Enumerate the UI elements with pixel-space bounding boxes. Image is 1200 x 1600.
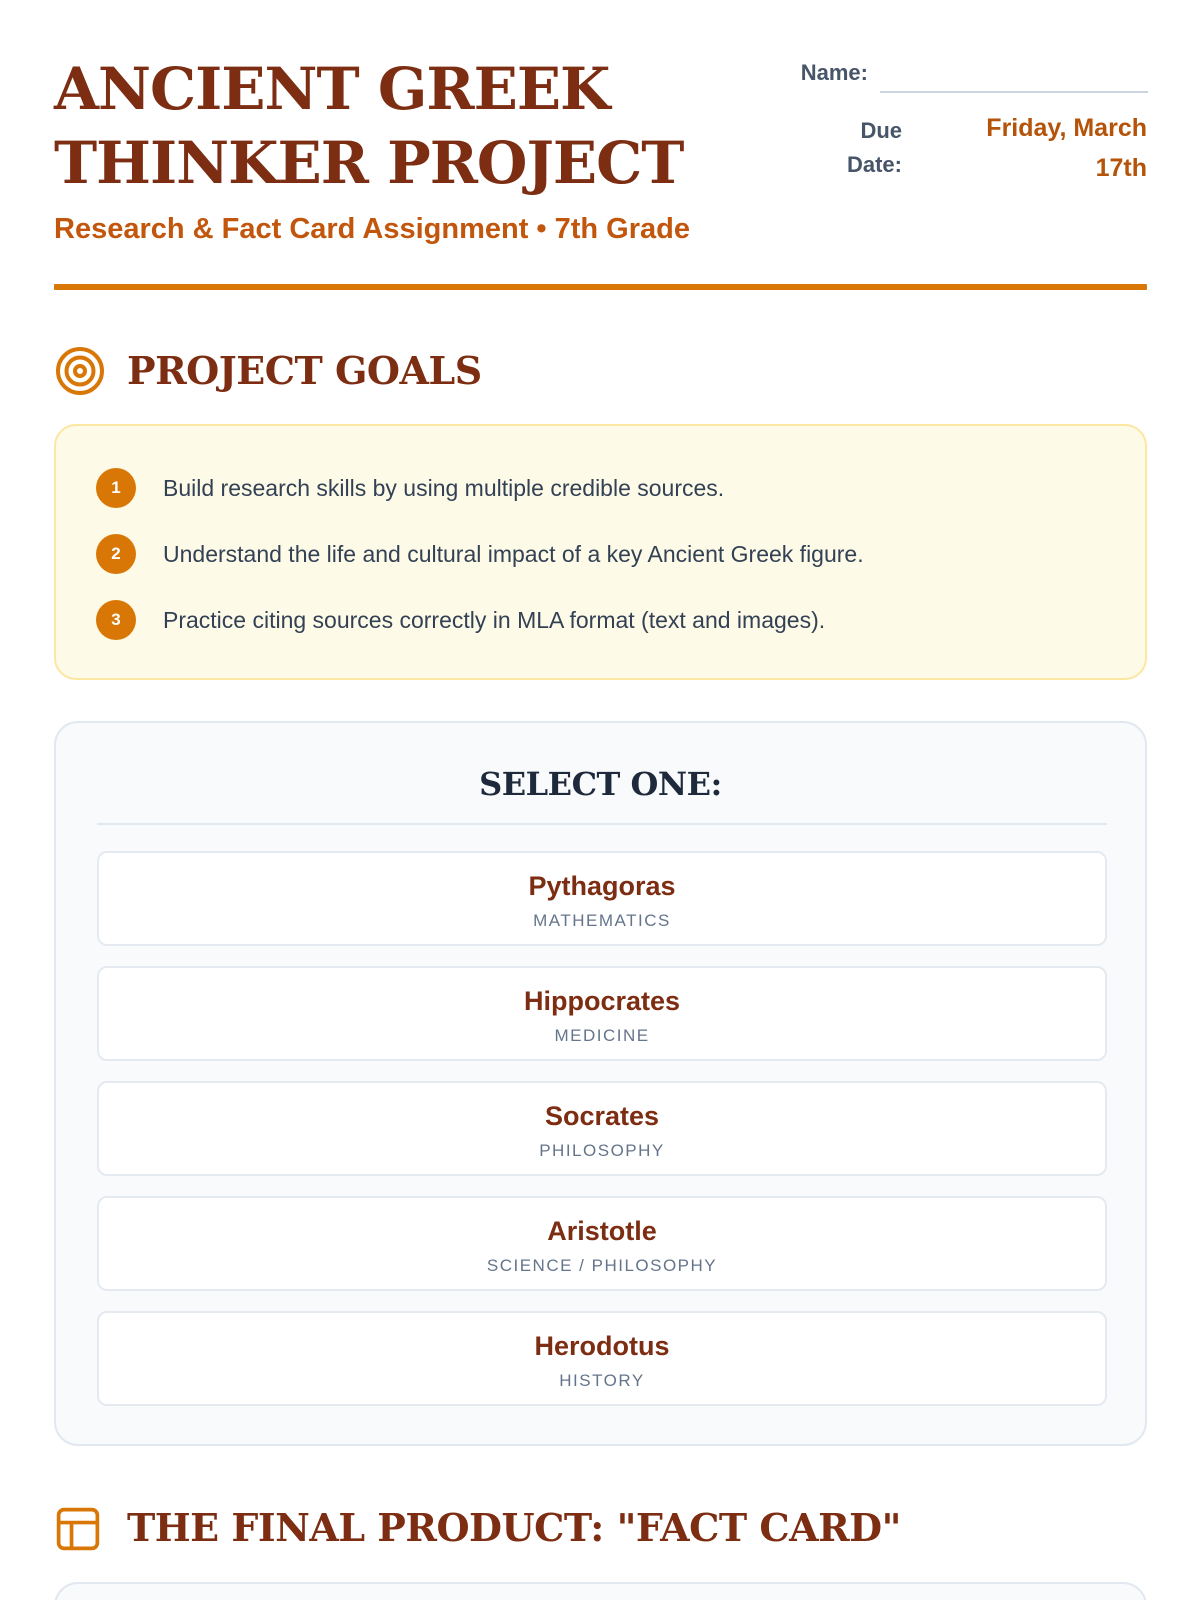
option-field: SCIENCE / PHILOSOPHY: [486, 1256, 718, 1275]
due-date-label-line-1: Due: [860, 118, 902, 143]
goal-number-badge: 2: [96, 534, 136, 574]
option-name: Herodotus: [534, 1331, 670, 1361]
option-field: PHILOSOPHY: [539, 1141, 665, 1160]
option-socrates[interactable]: [97, 1081, 1107, 1176]
option-aristotle[interactable]: [97, 1196, 1107, 1291]
option-field: MATHEMATICS: [533, 911, 671, 930]
target-icon: [54, 345, 106, 397]
goal-item: [96, 534, 1096, 574]
option-herodotus[interactable]: [97, 1311, 1107, 1406]
due-date-label: [790, 114, 902, 182]
option-pythagoras[interactable]: [97, 851, 1107, 946]
due-date-label-line-2: Date:: [846, 152, 902, 177]
fact-card-panel: [54, 1582, 1147, 1600]
project-goals-title: PROJECT GOALS: [127, 348, 482, 393]
goal-item: [96, 468, 1096, 508]
due-date-value-line-1: Friday, March: [986, 114, 1147, 142]
page-title: [54, 52, 694, 200]
goal-number-badge: 3: [96, 600, 136, 640]
goal-text: Practice citing sources correctly in MLA format (text and images).: [163, 607, 826, 633]
option-name: Hippocrates: [523, 986, 681, 1016]
thinker-selection-panel: [54, 721, 1147, 1446]
final-product-title: THE FINAL PRODUCT: "FACT CARD": [127, 1505, 901, 1550]
page-title-line-2: THINKER PROJECT: [54, 129, 684, 197]
name-field[interactable]: [880, 91, 1148, 93]
final-product-heading: [54, 1502, 1147, 1562]
due-date-value: [930, 108, 1147, 188]
option-name: Socrates: [544, 1101, 660, 1131]
goal-text: Build research skills by using multiple credible sources.: [163, 475, 725, 501]
project-goals-heading: [54, 345, 1147, 405]
goal-number-badge: 1: [96, 468, 136, 508]
layout-icon: [54, 1505, 102, 1553]
page-subtitle: Research & Fact Card Assignment • 7th Grade: [54, 213, 690, 245]
option-field: MEDICINE: [554, 1026, 650, 1045]
goal-text: Understand the life and cultural impact of a key Ancient Greek figure.: [163, 541, 864, 567]
page-title-line-1: ANCIENT GREEK: [54, 55, 610, 123]
due-date-value-line-2: 17th: [1095, 154, 1147, 182]
name-label: Name:: [800, 60, 868, 85]
selection-divider: [97, 823, 1107, 825]
goals-list: [54, 424, 1147, 680]
goal-item: [96, 600, 1096, 640]
option-name: Aristotle: [547, 1216, 657, 1246]
header-divider: [54, 284, 1147, 290]
option-name: Pythagoras: [528, 871, 676, 901]
option-hippocrates[interactable]: [97, 966, 1107, 1061]
selection-title: SELECT ONE:: [479, 765, 722, 803]
option-field: HISTORY: [559, 1371, 645, 1390]
